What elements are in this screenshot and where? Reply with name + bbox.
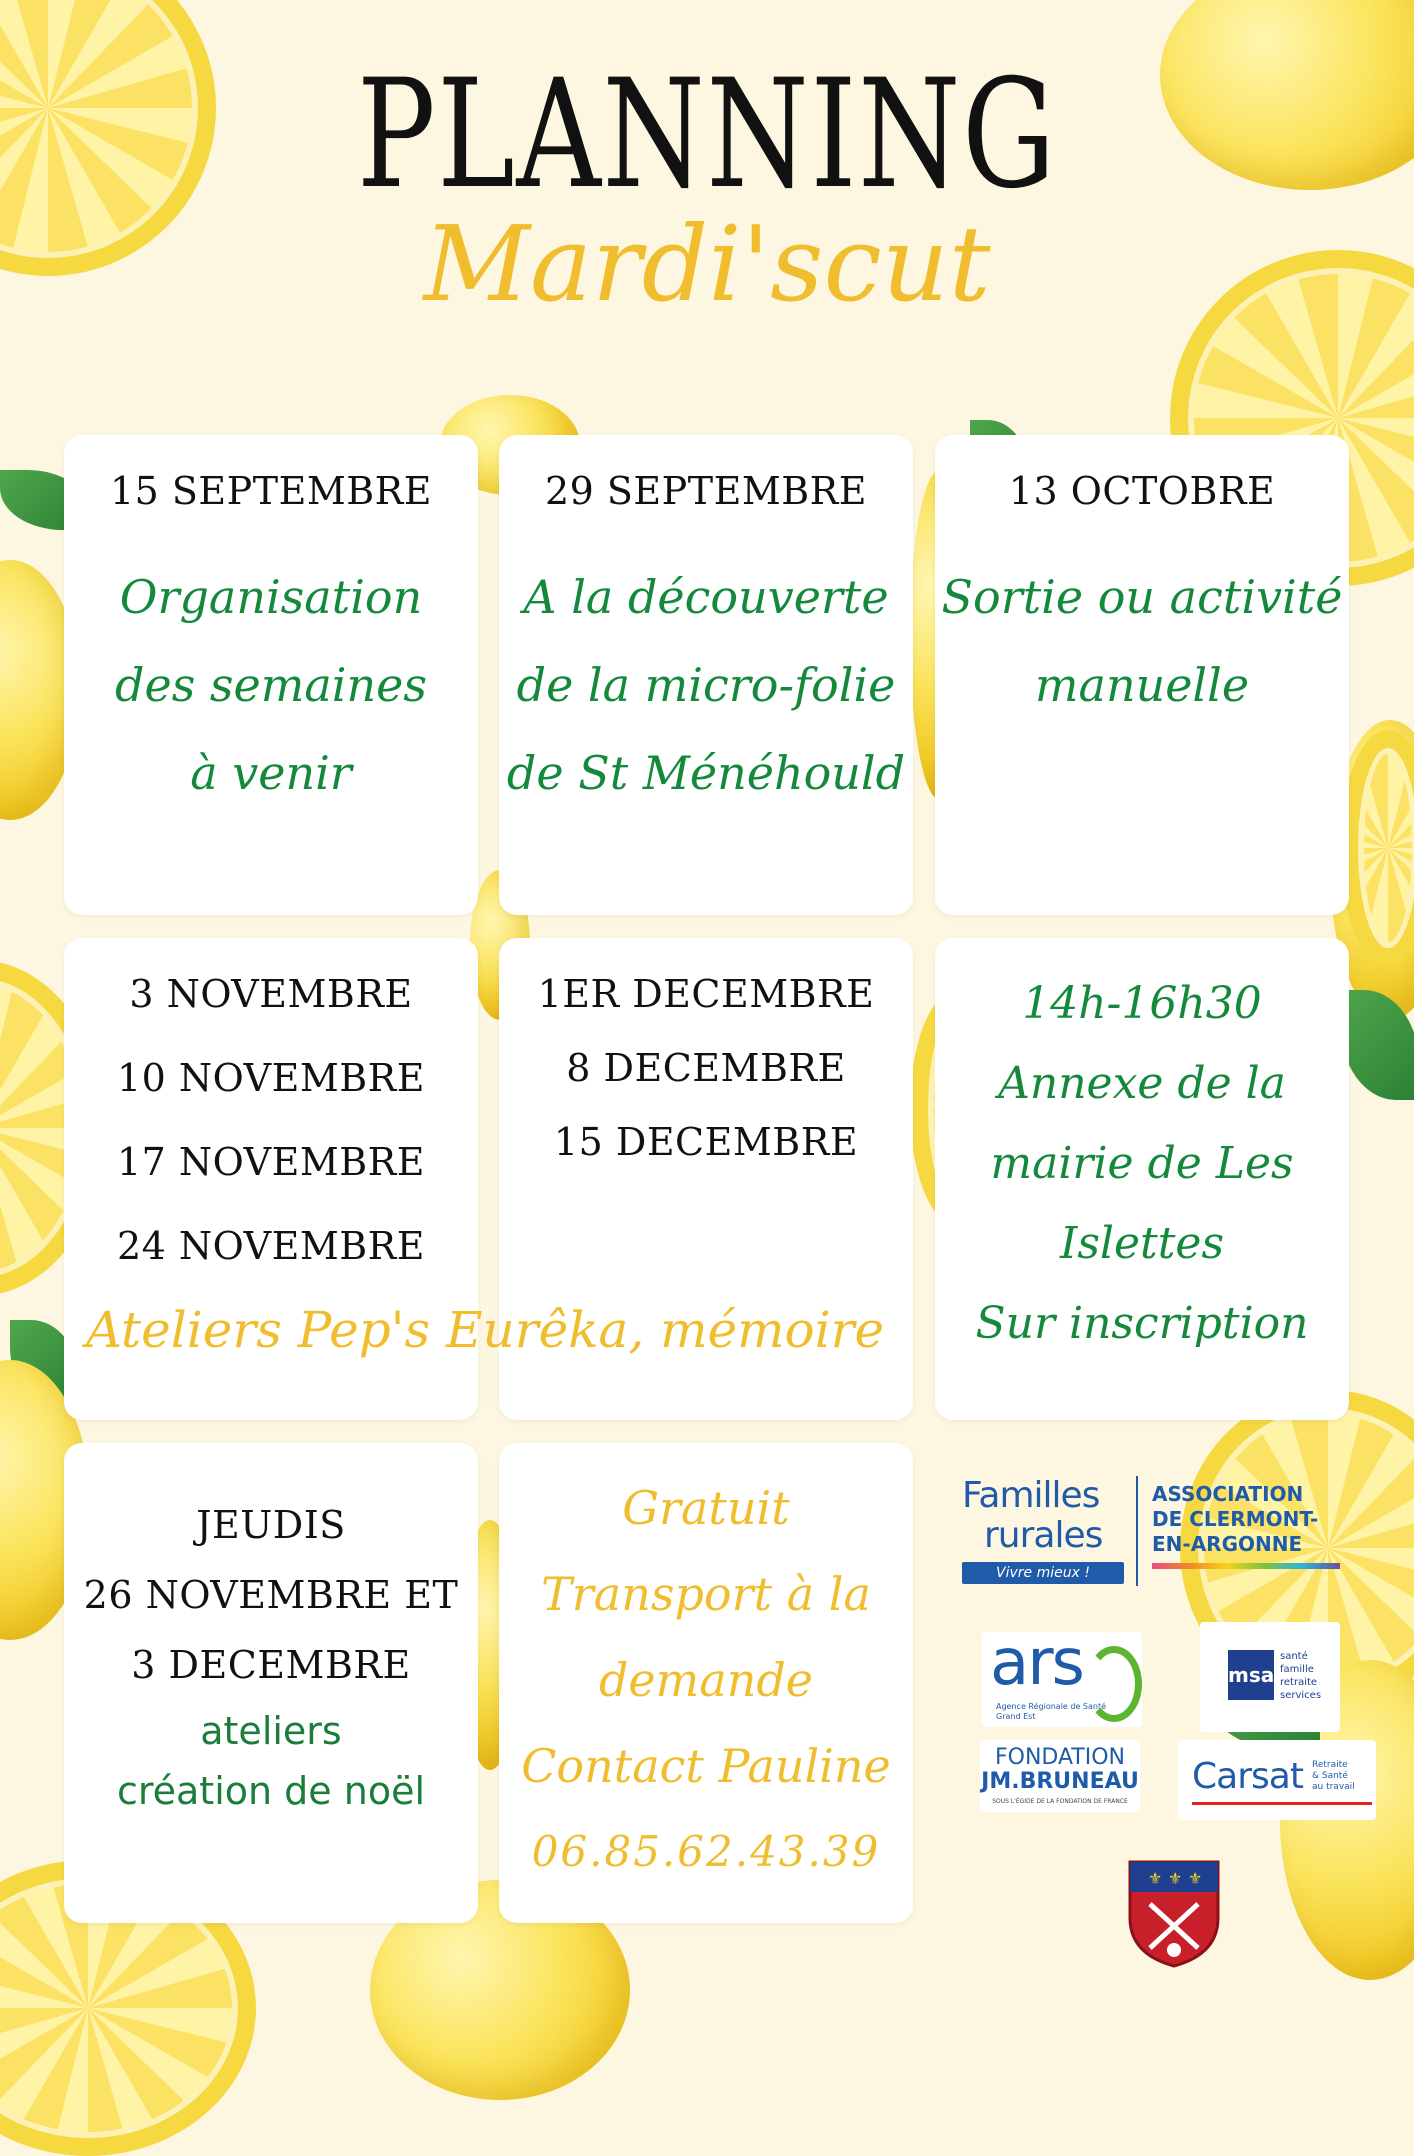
lieu-line: mairie de Les — [990, 1138, 1294, 1189]
msa-line: santé — [1280, 1651, 1308, 1662]
msa-line: retraite — [1280, 1677, 1318, 1688]
rainbow-stripe — [1152, 1563, 1340, 1569]
lieu-line: Islettes — [1059, 1218, 1225, 1269]
carsat-line: & Santé — [1312, 1771, 1348, 1781]
carsat-logo — [1178, 1740, 1376, 1820]
activity-line: ateliers — [200, 1709, 342, 1753]
card-transport-text — [499, 1465, 913, 1895]
card-activity — [64, 553, 478, 817]
svg-text:⚜: ⚜ — [1188, 1869, 1203, 1888]
shield-icon — [1126, 1858, 1222, 1968]
association-name — [1152, 1482, 1318, 1557]
ateliers-banner: Ateliers Pep's Eurêka, mémoire — [85, 1301, 885, 1359]
lieu-line: Annexe de la — [998, 1058, 1286, 1109]
card-activity — [935, 553, 1349, 729]
bruneau-line: JM.BRUNEAU — [981, 1769, 1139, 1794]
ars-wordmark: ars — [990, 1626, 1083, 1700]
msa-line: famille — [1280, 1664, 1314, 1675]
card-date: 8 DECEMBRE — [566, 1046, 846, 1090]
transport-line: Contact Pauline — [521, 1739, 891, 1793]
logo-divider — [1136, 1476, 1138, 1586]
carsat-line: Retraite — [1312, 1760, 1348, 1770]
card-date: 17 NOVEMBRE — [116, 1140, 426, 1184]
activity-line: création de noël — [116, 1769, 426, 1813]
transport-line: Transport à la — [541, 1567, 871, 1621]
card-lieu-text — [935, 964, 1349, 1364]
card-date: 29 SEPTEMBRE — [544, 469, 868, 513]
lieu-line: 14h-16h30 — [1022, 978, 1262, 1029]
card-date: JEUDIS — [196, 1503, 346, 1547]
ars-swoosh-icon — [1086, 1646, 1142, 1722]
fondation-sub: SOUS L'ÉGIDE DE LA FONDATION DE FRANCE — [992, 1798, 1128, 1805]
coat-of-arms-icon — [1126, 1858, 1222, 1968]
svg-text:⚜: ⚜ — [1148, 1869, 1163, 1888]
ars-region: Grand Est — [996, 1712, 1036, 1721]
card-date: 1ER DECEMBRE — [537, 972, 875, 1016]
card-13-octobre — [935, 435, 1349, 915]
svg-text:⚜: ⚜ — [1168, 1869, 1183, 1888]
transport-line: Gratuit — [622, 1481, 790, 1535]
phone-number: 06.85.62.43.39 — [531, 1827, 881, 1876]
card-activity — [64, 1701, 478, 1821]
activity-line: de St Ménéhould — [506, 746, 906, 800]
card-activity — [499, 553, 913, 817]
page-title: PLANNING — [356, 48, 1058, 222]
card-15-septembre — [64, 435, 478, 915]
familles-tagline: Vivre mieux ! — [962, 1562, 1124, 1584]
familles-rurales-wordmark — [962, 1476, 1124, 1584]
card-date: 3 DECEMBRE — [131, 1643, 411, 1687]
ars-logo — [982, 1626, 1142, 1727]
msa-tagline — [1280, 1650, 1321, 1702]
msa-logo — [1200, 1622, 1340, 1732]
familles-rurales-logo — [962, 1468, 1382, 1598]
msa-line: services — [1280, 1690, 1322, 1701]
msa-wordmark: msa — [1228, 1650, 1274, 1700]
activity-line: à venir — [190, 746, 352, 800]
card-date: 15 DECEMBRE — [553, 1120, 859, 1164]
carsat-line: au travail — [1312, 1782, 1355, 1792]
lieu-line: Sur inscription — [975, 1298, 1309, 1349]
carsat-underline — [1192, 1802, 1372, 1805]
activity-line: A la découverte — [523, 570, 889, 624]
activity-line: Sortie ou activité — [941, 570, 1343, 624]
card-29-septembre — [499, 435, 913, 915]
rurales-line: rurales — [984, 1515, 1103, 1556]
card-date: 3 NOVEMBRE — [129, 972, 413, 1016]
association-line: ASSOCIATION — [1152, 1482, 1304, 1506]
activity-line: de la micro-folie — [516, 658, 896, 712]
fondation-bruneau-logo — [980, 1740, 1140, 1812]
activity-line: Organisation — [119, 570, 423, 624]
card-lieu — [935, 938, 1349, 1420]
activity-line: manuelle — [1034, 658, 1250, 712]
carsat-tagline — [1312, 1760, 1355, 1793]
familles-line: Familles — [962, 1475, 1100, 1516]
card-date: 24 NOVEMBRE — [116, 1224, 426, 1268]
card-date: 15 SEPTEMBRE — [109, 469, 433, 513]
transport-line: demande — [598, 1653, 813, 1707]
activity-line: des semaines — [115, 658, 427, 712]
carsat-wordmark: Carsat — [1192, 1756, 1303, 1797]
card-date: 26 NOVEMBRE ET — [83, 1573, 459, 1617]
card-date: 10 NOVEMBRE — [116, 1056, 426, 1100]
card-date: 13 OCTOBRE — [1008, 469, 1276, 513]
card-transport — [499, 1443, 913, 1923]
page-subtitle: Mardi'scut — [423, 203, 991, 325]
association-line: DE CLERMONT- — [1152, 1507, 1319, 1531]
card-jeudis — [64, 1443, 478, 1923]
ars-sub: Agence Régionale de Santé — [996, 1702, 1107, 1711]
association-line: EN-ARGONNE — [1152, 1532, 1303, 1556]
fondation-line: FONDATION — [994, 1745, 1126, 1770]
